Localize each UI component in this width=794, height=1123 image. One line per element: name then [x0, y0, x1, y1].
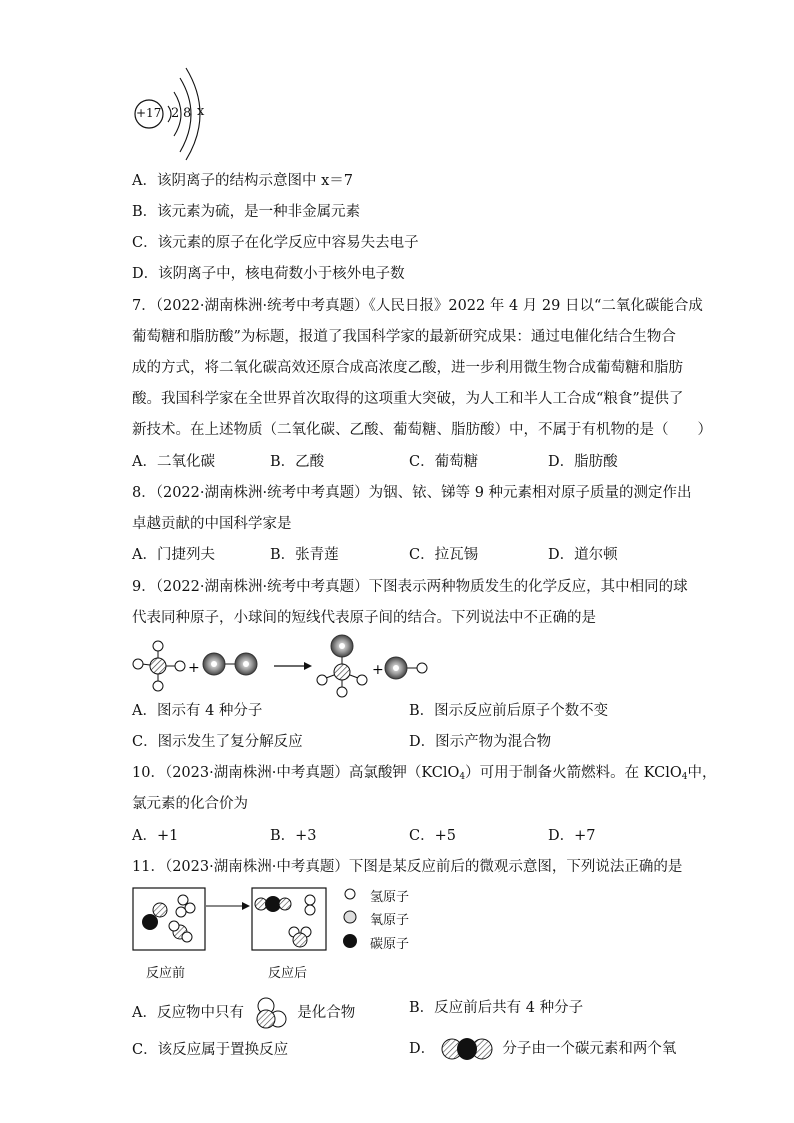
q7-stem-line-3: 成的方式，将二氧化碳高效还原合成高浓度乙酸，进一步利用微生物合成葡萄糖和脂肪: [132, 360, 683, 376]
q9-option-d[interactable]: D．图示产物为混合物: [409, 734, 552, 750]
legend-carbon-label: 碳原子: [370, 937, 410, 952]
q6-option-d[interactable]: D．该阴离子中，核电荷数小于核外电子数: [132, 266, 405, 282]
svg-text:+: +: [372, 662, 384, 678]
oxygen-legend-icon: [344, 911, 356, 923]
q9-reaction-diagram: [130, 634, 440, 700]
q11-option-a[interactable]: [132, 997, 355, 1029]
q11-option-c[interactable]: C．该反应属于置换反应: [132, 1042, 289, 1058]
q8-stem-line-1: 8．（2022·湖南株洲·统考中考真题）为铟、铱、锑等 9 种元素相对原子质量的测定作出: [132, 485, 692, 501]
q10-option-d[interactable]: D．+7: [548, 828, 596, 844]
q7-option-a[interactable]: A．二氧化碳: [132, 454, 215, 470]
carbon-legend-icon: [343, 934, 357, 948]
q8-option-d[interactable]: D．道尔顿: [548, 547, 618, 563]
legend-hydrogen-label: 氢原子: [370, 890, 410, 905]
shell-3-electrons: x: [197, 104, 205, 119]
q6-option-c[interactable]: C．该元素的原子在化学反应中容易失去电子: [132, 235, 419, 251]
q10-option-b[interactable]: B．+3: [270, 828, 317, 844]
q10-option-c[interactable]: C．+5: [409, 828, 456, 844]
q7-stem-line-5: 新技术。在上述物质（二氧化碳、乙酸、葡萄糖、脂肪酸）中，不属于有机物的是（ ）: [132, 422, 712, 438]
q9-option-a[interactable]: A．图示有 4 种分子: [132, 703, 263, 719]
q11-option-d[interactable]: [409, 1038, 676, 1060]
q11-option-b[interactable]: B．反应前后共有 4 种分子: [409, 1000, 584, 1016]
svg-text:+: +: [188, 660, 200, 676]
q7-option-c[interactable]: C．葡萄糖: [409, 454, 479, 470]
atom-structure-diagram: [130, 66, 220, 162]
q7-stem-line-1: 7．（2022·湖南株洲·统考中考真题）《人民日报》2022 年 4 月 29 日以“二氧化碳能合成: [132, 298, 703, 314]
carbon-dioxide-molecule-icon: [440, 1038, 494, 1060]
q8-option-a[interactable]: A．门捷列夫: [132, 547, 215, 563]
q6-option-a[interactable]: A．该阴离子的结构示意图中 x＝7: [132, 173, 353, 189]
shell-2-electrons: 8: [183, 106, 192, 121]
q8-option-b[interactable]: B．张青莲: [270, 547, 339, 563]
q10-stem-line-1: 10．（2023·湖南株洲·中考真题）高氯酸钾（KClO$_4$）可用于制备火箭燃料。在 KClO$_4$中，: [132, 765, 717, 782]
q9-option-c[interactable]: C．图示发生了复分解反应: [132, 734, 303, 750]
q9-stem-line-1: 9．（2022·湖南株洲·统考中考真题）下图表示两种物质发生的化学反应，其中相同的球: [132, 579, 688, 595]
q6-option-b[interactable]: B．该元素为硫，是一种非金属元素: [132, 204, 361, 220]
shell-1-electrons: 2: [171, 106, 180, 121]
q11-stem: 11．（2023·湖南株洲·中考真题）下图是某反应前后的微观示意图，下列说法正确的是: [132, 859, 683, 875]
q11-option-d-prefix: D．: [409, 1041, 436, 1057]
q11-option-a-suffix: 是化合物: [297, 1005, 356, 1021]
q10-stem-line-2: 氯元素的化合价为: [132, 796, 248, 812]
q8-stem-line-2: 卓越贡献的中国科学家是: [132, 516, 292, 532]
q11-option-d-suffix: 分子由一个碳元素和两个氧: [502, 1041, 677, 1057]
water-molecule-icon: [253, 997, 289, 1029]
hydrogen-legend-icon: [345, 889, 355, 899]
q7-stem-line-4: 酸。我国科学家在全世界首次取得的这项重大突破，为人工和半人工合成“粮食”提供了: [132, 391, 684, 407]
q7-option-d[interactable]: D．脂肪酸: [548, 454, 618, 470]
q9-option-b[interactable]: B．图示反应前后原子个数不变: [409, 703, 609, 719]
q7-option-b[interactable]: B．乙酸: [270, 454, 325, 470]
legend-oxygen-label: 氧原子: [370, 913, 410, 928]
nucleus-charge: +17: [136, 106, 162, 120]
q11-option-a-prefix: A．反应物中只有: [132, 1005, 244, 1021]
q9-stem-line-2: 代表同种原子，小球间的短线代表原子间的结合。下列说法中不正确的是: [132, 610, 596, 626]
q10-option-a[interactable]: A．+1: [132, 828, 179, 844]
q8-option-c[interactable]: C．拉瓦锡: [409, 547, 479, 563]
caption-after-reaction: 反应后: [268, 966, 308, 981]
caption-before-reaction: 反应前: [146, 966, 186, 981]
q7-stem-line-2: 葡萄糖和脂肪酸”为标题，报道了我国科学家的最新研究成果：通过电催化结合生物合: [132, 329, 676, 345]
